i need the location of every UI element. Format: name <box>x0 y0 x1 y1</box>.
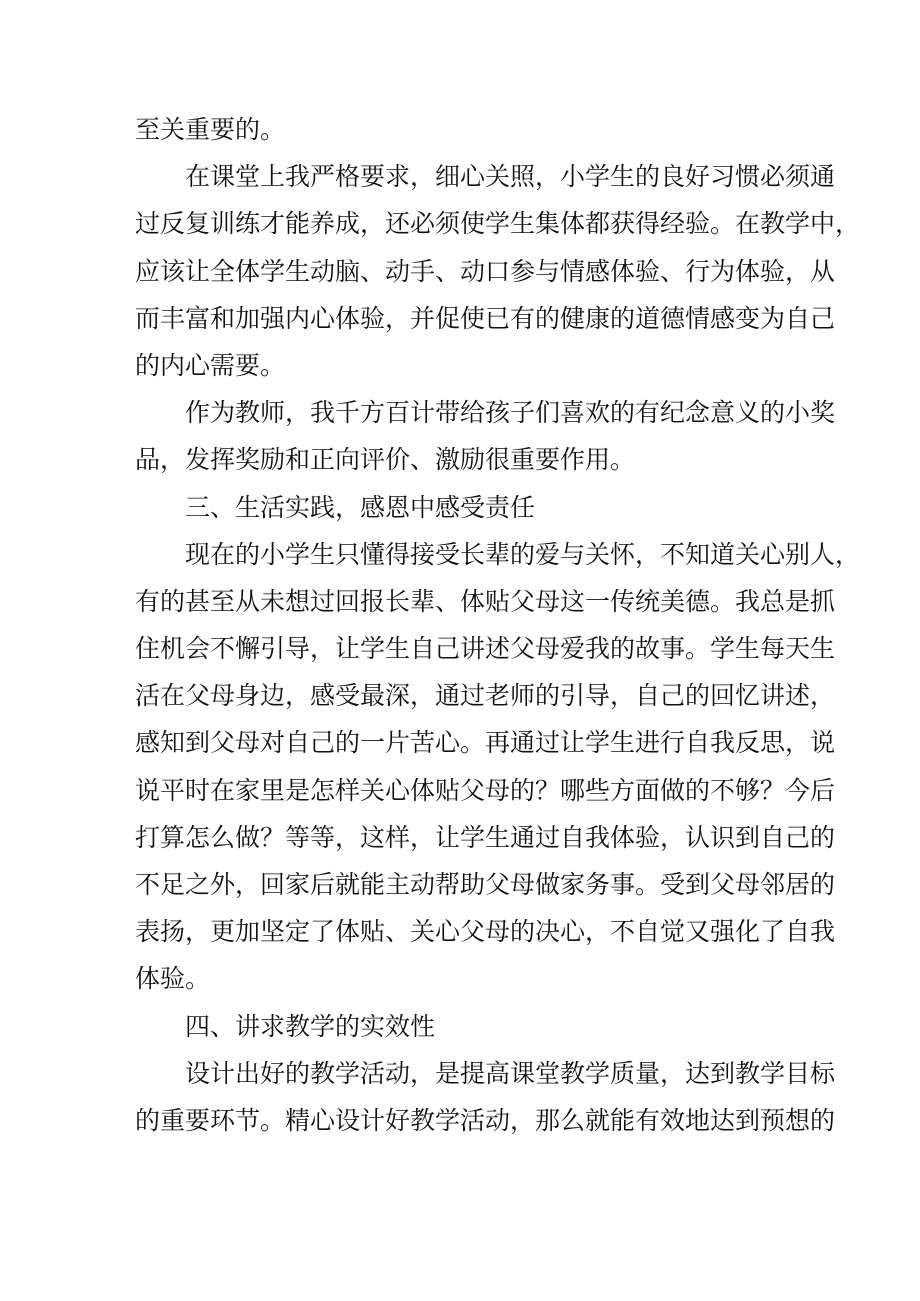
text-line: 打算怎么做？等等，这样，让学生通过自我体验，认识到自己的 <box>135 822 836 852</box>
text-line: 的内心需要。 <box>135 350 286 380</box>
text-line: 感知到父母对自己的一片苦心。再通过让学生进行自我反思，说 <box>135 728 836 758</box>
text-line: 至关重要的。 <box>135 115 286 144</box>
text-line: 品，发挥奖励和正向评价、激励很重要作用。 <box>135 445 636 475</box>
text-line: 而丰富和加强内心体验，并促使已有的健康的道德情感变为自己 <box>135 303 836 333</box>
text-line: 住机会不懈引导，让学生自己讲述父母爱我的故事。学生每天生 <box>135 634 836 664</box>
text-line: 的重要环节。精心设计好教学活动，那么就能有效地达到预想的 <box>135 1105 836 1135</box>
text-line: 体验。 <box>135 964 211 994</box>
document-body <box>135 106 861 1144</box>
section-heading: 四、讲求教学的实效性 <box>185 1011 436 1041</box>
text-line: 不足之外，回家后就能主动帮助父母做家务事。受到父母邻居的 <box>135 870 836 899</box>
paragraph-first-line: 现在的小学生只懂得接受长辈的爱与关怀，不知道关心别人， <box>185 539 861 569</box>
text-line: 说平时在家里是怎样关心体贴父母的？哪些方面做的不够？今后 <box>135 775 836 805</box>
paragraph-first-line: 作为教师，我千方百计带给孩子们喜欢的有纪念意义的小奖 <box>185 398 836 428</box>
text-line: 应该让全体学生动脑、动手、动口参与情感体验、行为体验，从 <box>135 256 836 286</box>
text-line: 表扬，更加坚定了体贴、关心父母的决心，不自觉又强化了自我 <box>135 917 836 947</box>
paragraph-first-line: 设计出好的教学活动，是提高课堂教学质量，达到教学目标 <box>185 1058 836 1088</box>
text-line: 过反复训练才能养成，还必须使学生集体都获得经验。在教学中， <box>135 209 861 239</box>
paragraph-first-line: 在课堂上我严格要求，细心关照，小学生的良好习惯必须通 <box>185 162 836 192</box>
text-line: 活在父母身边，感受最深，通过老师的引导，自己的回忆讲述， <box>135 681 836 711</box>
text-line: 有的甚至从未想过回报长辈、体贴父母这一传统美德。我总是抓 <box>135 586 836 616</box>
section-heading: 三、生活实践，感恩中感受责任 <box>185 492 536 522</box>
